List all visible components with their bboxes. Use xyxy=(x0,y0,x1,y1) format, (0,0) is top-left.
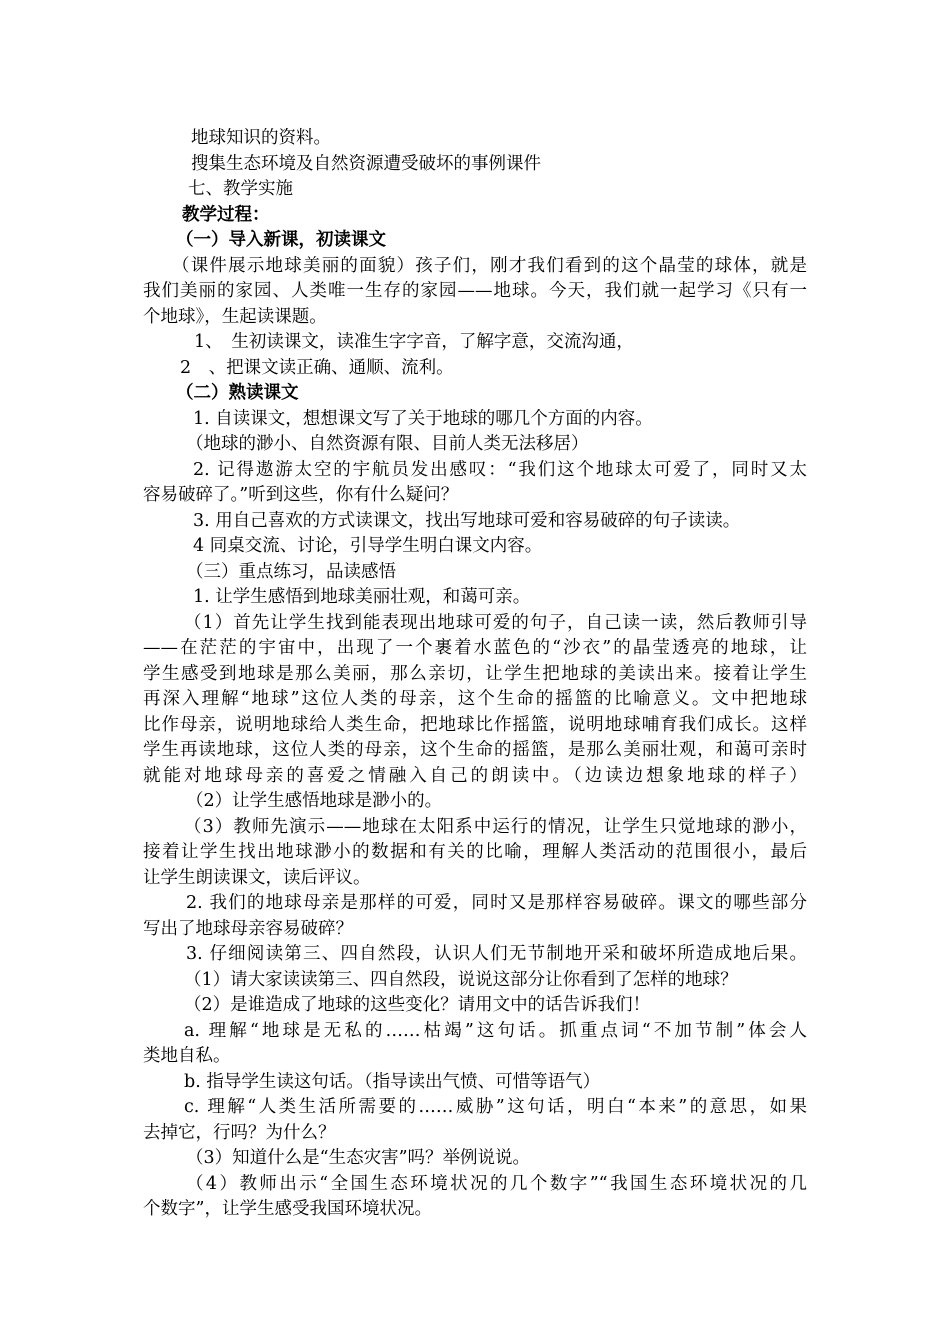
paragraph-line: 写出了地球母亲容易破碎？ xyxy=(143,919,353,939)
paragraph-line: 容易破碎了。”听到这些，你有什么疑问？ xyxy=(143,485,459,505)
section-heading: （二）熟读课文 xyxy=(176,383,299,403)
section-heading: 七、教学实施 xyxy=(188,179,293,199)
list-item: 3. 用自己喜欢的方式读课文，找出写地球可爱和容易破碎的句子读读。 xyxy=(193,511,741,531)
section-heading: （一）导入新课，初读课文 xyxy=(176,230,386,250)
paragraph-line: （2）是谁造成了地球的这些变化？请用文中的话告诉我们！ xyxy=(184,995,651,1015)
list-item: 1. 自读课文，想想课文写了关于地球的哪几个方面的内容。 xyxy=(193,409,653,429)
paragraph-line: 个地球》，生起读课题。 xyxy=(143,307,327,327)
list-item: 2. 记得遨游太空的宇航员发出感叹：“我们这个地球太可爱了，同时又太 xyxy=(193,460,807,480)
list-item: 4 同桌交流、讨论，引导学生明白课文内容。 xyxy=(193,536,543,556)
paragraph-line: 比作母亲，说明地球给人类生命，把地球比作摇篮，说明地球哺育我们成长。这样 xyxy=(143,715,807,735)
list-item: b. 指导学生读这句话。（指导读出气愤、可惜等语气） xyxy=(184,1072,601,1092)
paragraph-line: （2）让学生感悟地球是渺小的。 xyxy=(186,791,443,811)
paragraph-line: 类地自私。 xyxy=(143,1046,231,1066)
paragraph-line: 接着让学生找出地球渺小的数据和有关的比喻，理解人类活动的范围很小，最后 xyxy=(143,842,807,862)
paragraph-line: 学生再读地球，这位人类的母亲，这个生命的摇篮，是那么美丽壮观，和蔼可亲时 xyxy=(143,740,807,760)
section-heading: 教学过程： xyxy=(182,205,270,225)
paragraph-line: （1）请大家读读第三、四自然段，说说这部分让你看到了怎样的地球？ xyxy=(184,970,738,990)
list-item: 1. 让学生感悟到地球美丽壮观，和蔼可亲。 xyxy=(193,587,531,607)
paragraph-line: 个数字”，让学生感受我国环境状况。 xyxy=(143,1199,432,1219)
list-item: 1、 生初读课文，读准生字字音，了解字意，交流沟通， xyxy=(194,332,634,352)
text-line: 搜集生态环境及自然资源遭受破坏的事例课件 xyxy=(191,154,541,174)
paragraph-line: 我们美丽的家园、人类唯一生存的家园——地球。今天，我们就一起学习《只有一 xyxy=(143,281,807,301)
paragraph-line: 去掉它，行吗？为什么？ xyxy=(143,1123,336,1143)
paragraph-line: （课件展示地球美丽的面貌）孩子们，刚才我们看到的这个晶莹的球体，就是 xyxy=(172,256,807,276)
paragraph-line: （3）知道什么是“生态灾害”吗？举例说说。 xyxy=(186,1148,531,1168)
text-line: 地球知识的资料。 xyxy=(191,128,331,148)
paragraph-line: （1）首先让学生找到能表现出地球可爱的句子，自己读一读，然后教师引导 xyxy=(184,613,807,633)
paragraph-line: （4）教师出示“全国生态环境状况的几个数字”“我国生态环境状况的几 xyxy=(186,1174,807,1194)
paragraph-line: 让学生朗读课文，读后评议。 xyxy=(143,868,371,888)
list-item: 3. 仔细阅读第三、四自然段，认识人们无节制地开采和破坏所造成地后果。 xyxy=(186,944,807,964)
paragraph-line: （地球的渺小、自然资源有限、目前人类无法移居） xyxy=(186,434,589,454)
list-item: 2. 我们的地球母亲是那样的可爱，同时又是那样容易破碎。课文的哪些部分 xyxy=(186,893,807,913)
paragraph-line: （3）教师先演示——地球在太阳系中运行的情况，让学生只觉地球的渺小， xyxy=(184,817,807,837)
section-heading: （三）重点练习，品读感悟 xyxy=(186,562,396,582)
list-item: a. 理解“地球是无私的……枯竭”这句话。抓重点词“不加节制”体会人 xyxy=(184,1021,807,1041)
list-item: 2 、把课文读正确、通顺、流利。 xyxy=(180,358,454,378)
paragraph-line: 就能对地球母亲的喜爱之情融入自己的朗读中。（边读边想象地球的样子） xyxy=(143,766,807,786)
paragraph-line: ——在茫茫的宇宙中，出现了一个裹着水蓝色的“沙衣”的晶莹透亮的地球，让 xyxy=(143,638,807,658)
list-item: c. 理解“人类生活所需要的……威胁”这句话，明白“本来”的意思，如果 xyxy=(184,1097,807,1117)
paragraph-line: 学生感受到地球是那么美丽，那么亲切，让学生把地球的美读出来。接着让学生 xyxy=(143,664,807,684)
paragraph-line: 再深入理解“地球”这位人类的母亲，这个生命的摇篮的比喻意义。文中把地球 xyxy=(143,689,807,709)
